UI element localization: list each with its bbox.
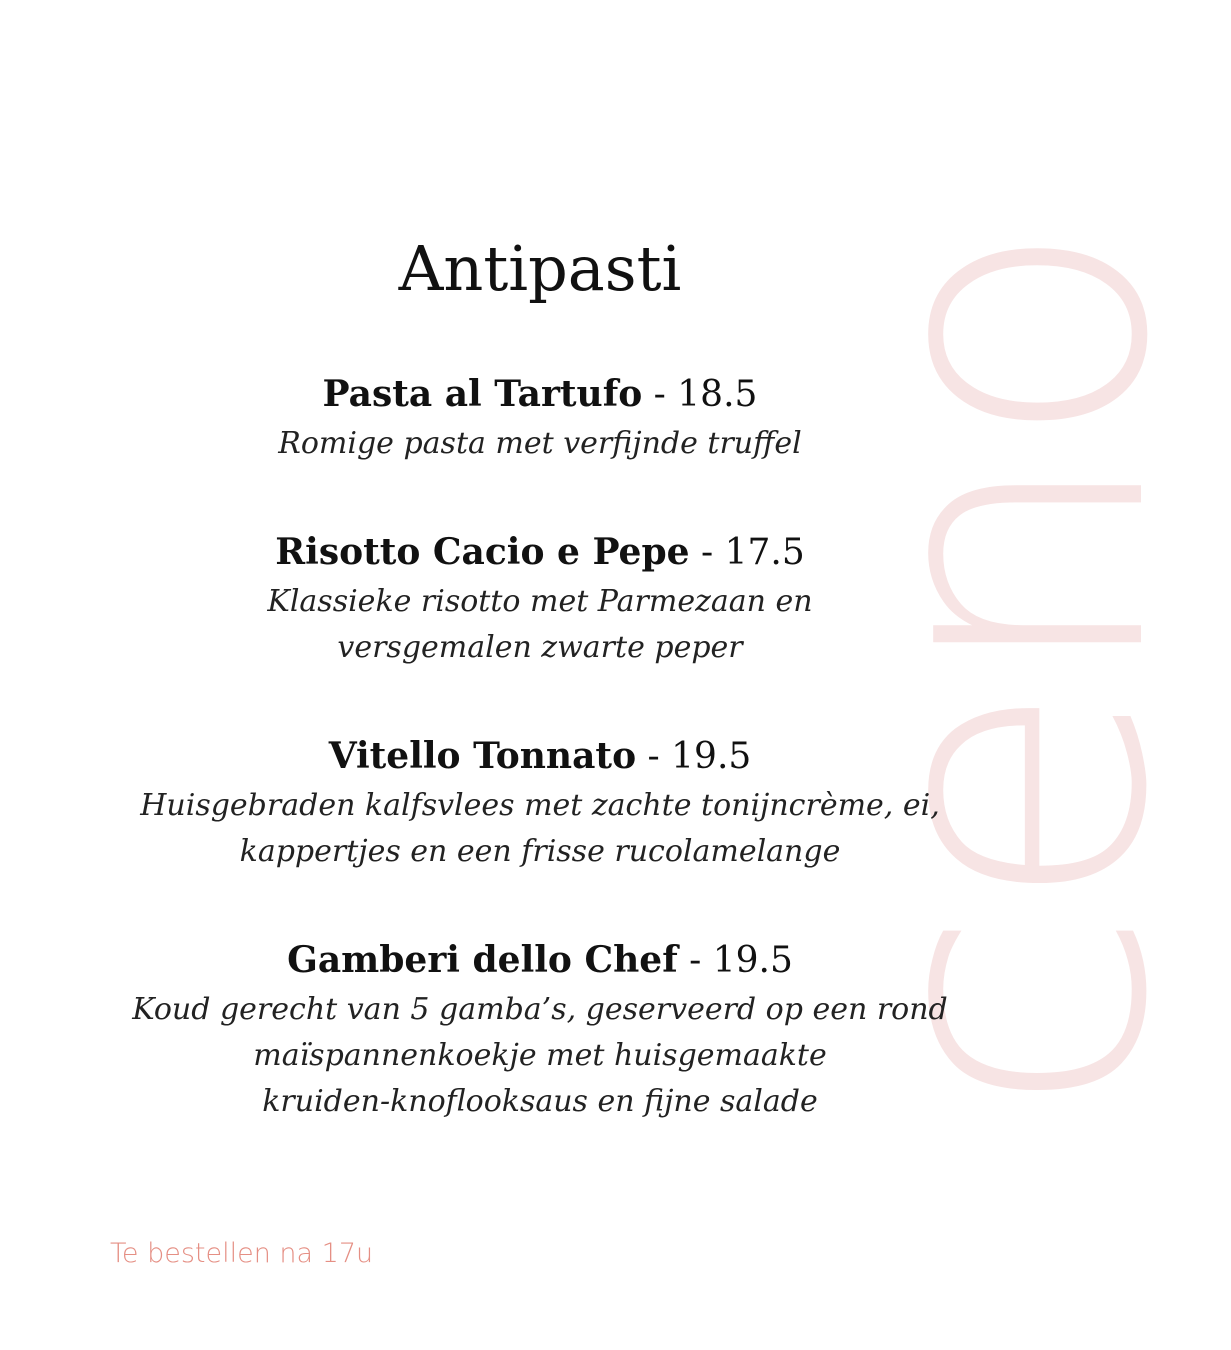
description-line: Huisgebraden kalfsvlees met zachte tonijncrème, ei, xyxy=(140,788,940,823)
menu-item xyxy=(0,530,1080,671)
menu-item-price: 19.5 xyxy=(671,736,752,777)
menu-item-price: 17.5 xyxy=(724,532,805,573)
menu-item-description xyxy=(0,579,1080,671)
menu-item-description xyxy=(0,987,1080,1125)
menu-item-price: 19.5 xyxy=(712,940,793,981)
menu-item-heading xyxy=(0,530,1080,575)
order-time-note: Te bestellen na 17u xyxy=(110,1238,374,1269)
section-title: Antipasti xyxy=(398,232,682,305)
description-line: Romige pasta met verfijnde truffel xyxy=(278,426,802,461)
price-separator: - xyxy=(677,940,713,981)
menu-item xyxy=(0,938,1080,1125)
menu-item-description xyxy=(0,421,1080,467)
menu-item-heading xyxy=(0,734,1080,779)
price-separator: - xyxy=(636,736,672,777)
description-line: kruiden-knoflooksaus en fijne salade xyxy=(262,1084,818,1119)
menu-item-name: Gamberi dello Chef xyxy=(287,939,678,981)
menu-item-name: Risotto Cacio e Pepe xyxy=(275,531,690,573)
menu-item xyxy=(0,372,1080,467)
description-line: maïspannenkoekje met huisgemaakte xyxy=(253,1038,827,1073)
description-line: kappertjes en een frisse rucolamelange xyxy=(239,834,841,869)
menu-item-name: Vitello Tonnato xyxy=(328,735,637,777)
menu-item-heading xyxy=(0,372,1080,417)
description-line: versgemalen zwarte peper xyxy=(337,630,743,665)
menu-item xyxy=(0,734,1080,875)
description-line: Klassieke risotto met Parmezaan en xyxy=(267,584,813,619)
menu-item-price: 18.5 xyxy=(677,374,758,415)
menu-item-heading xyxy=(0,938,1080,983)
description-line: Koud gerecht van 5 gamba’s, geserveerd op een rond xyxy=(132,992,948,1027)
price-separator: - xyxy=(642,374,678,415)
menu-item-name: Pasta al Tartufo xyxy=(322,373,643,415)
menu-item-description xyxy=(0,783,1080,875)
price-separator: - xyxy=(689,532,725,573)
brand-watermark: ceno xyxy=(788,223,1231,1117)
